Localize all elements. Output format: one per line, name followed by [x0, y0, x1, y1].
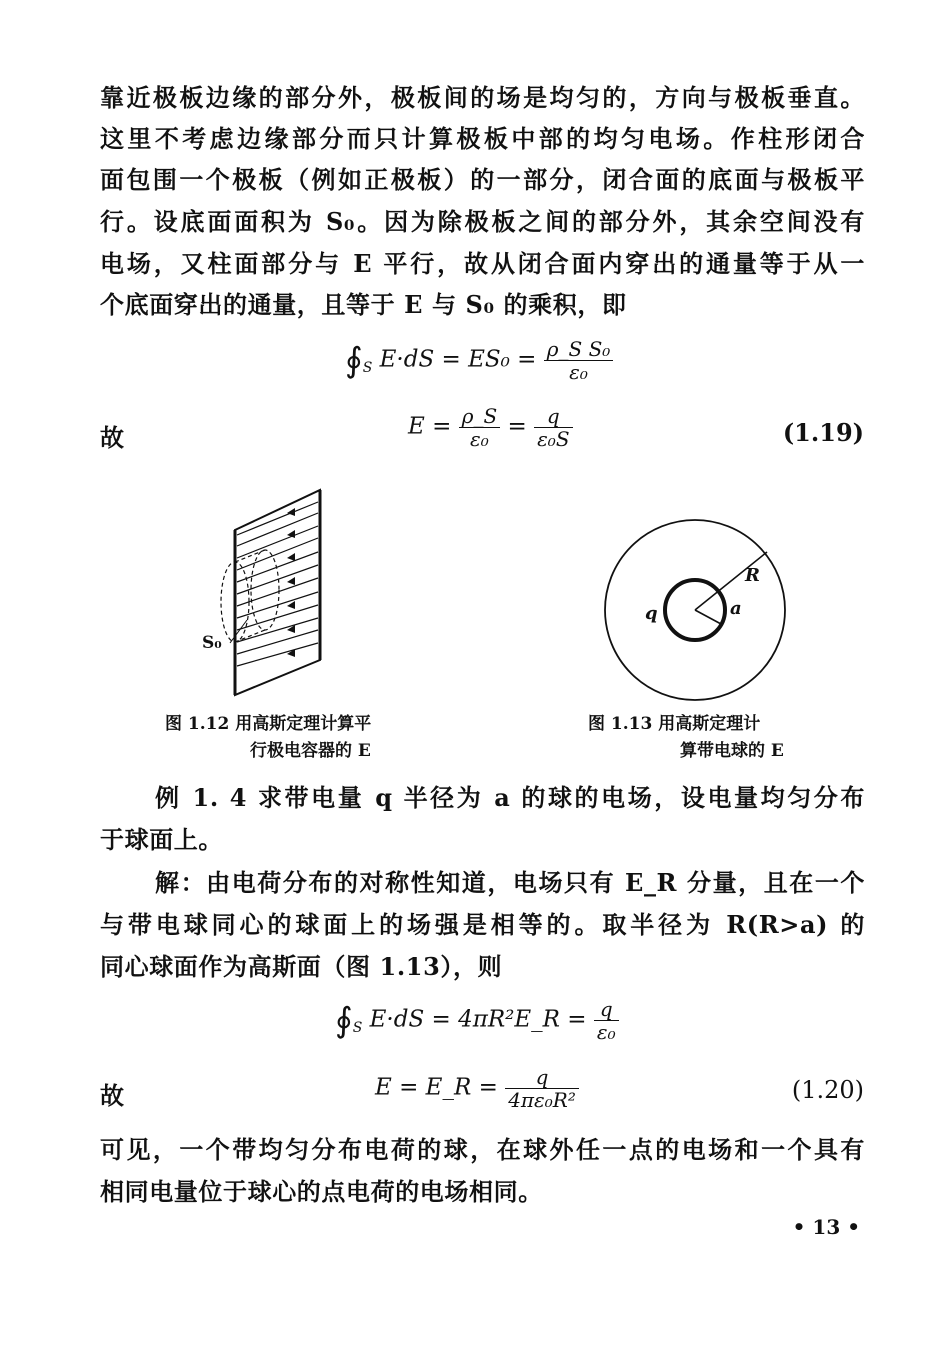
equals-sign: = — [507, 413, 535, 440]
conclusion-line-2: 相同电量位于球心的点电荷的电场相同。 — [100, 1177, 543, 1206]
fraction-denominator: 4πε₀R² — [508, 1088, 576, 1112]
fraction-numerator: q — [534, 405, 572, 428]
radius-R-label: R — [745, 565, 760, 586]
equation-number-1-19: (1.19) — [782, 418, 864, 447]
equation-4-lhs: E = E_R = — [375, 1074, 506, 1101]
equation-3-lhs: E·dS = 4πR²E_R = — [369, 1006, 594, 1033]
fraction-denominator: ε₀ — [569, 360, 588, 384]
integral-sign: ∮ — [345, 340, 363, 381]
figure-1-12-caption-line-1: 图 1.12 用高斯定理计算平 — [165, 714, 372, 734]
paragraph1-line-3: 面包围一个极板（例如正极板）的一部分，闭合面的底面与极板平 — [100, 165, 865, 194]
fraction-numerator: ρ_S — [459, 405, 500, 428]
fraction-numerator: q — [594, 998, 619, 1021]
equation-3 — [335, 998, 619, 1043]
paragraph1-line-4: 行。设底面面积为 S₀。因为除极板之间的部分外，其余空间没有 — [100, 207, 865, 236]
paragraph1-line-6: 个底面穿出的通量，且等于 E 与 S₀ 的乘积，即 — [100, 290, 627, 319]
surface-s0-label: S₀ — [202, 633, 222, 653]
figure-1-12-caption-line-2: 行极电容器的 E — [250, 741, 371, 761]
equation-2-lhs: E = — [408, 413, 459, 440]
fraction-numerator: q — [505, 1066, 579, 1089]
equation-2-label: 故 — [100, 423, 124, 452]
equation-4-label: 故 — [100, 1081, 124, 1110]
figure-1-13-caption-line-1: 图 1.13 用高斯定理计 — [588, 714, 761, 734]
paragraph1-line-5: 电场，又柱面部分与 E 平行，故从闭合面内穿出的通量等于从一 — [100, 249, 865, 278]
fraction-numerator: ρ_S S₀ — [544, 338, 614, 361]
equation-1-lhs: E·dS = ES₀ = — [379, 346, 544, 373]
fraction-denominator: ε₀ — [596, 1020, 616, 1044]
equation-2-fraction-2 — [534, 405, 572, 450]
equation-1 — [345, 338, 613, 383]
figure-1-12-capacitor — [195, 480, 355, 700]
equation-number-1-20: (1.20) — [791, 1076, 864, 1104]
example-line-1: 例 1. 4 求带电量 q 半径为 a 的球的电场，设电量均匀分布 — [155, 783, 865, 812]
integral-sign: ∮ — [335, 1000, 353, 1041]
conclusion-line-1: 可见，一个带均匀分布电荷的球，在球外任一点的电场和一个具有 — [100, 1135, 865, 1164]
fraction-denominator: ε₀ — [470, 427, 489, 451]
solution-line-1: 解：由电荷分布的对称性知道，电场只有 E_R 分量，且在一个 — [155, 868, 865, 897]
equation-2-fraction-1 — [459, 405, 500, 450]
equation-4 — [375, 1066, 579, 1111]
figure-1-13-caption-line-2: 算带电球的 E — [680, 741, 784, 761]
figure-1-13-sphere — [595, 510, 795, 710]
equation-2 — [408, 405, 573, 450]
integral-subscript: S — [362, 360, 373, 377]
solution-line-2: 与带电球同心的球面上的场强是相等的。取半径为 R(R>a) 的 — [100, 910, 865, 939]
integral-subscript: S — [352, 1020, 363, 1037]
paragraph1-line-1: 靠近极板边缘的部分外，极板间的场是均匀的，方向与极板垂直。 — [100, 83, 865, 112]
fraction-denominator: ε₀S — [537, 427, 570, 451]
radius-a-label: a — [730, 598, 742, 619]
paragraph1-line-2: 这里不考虑边缘部分而只计算极板中部的均匀电场。作柱形闭合 — [100, 124, 865, 153]
equation-4-fraction — [505, 1066, 579, 1111]
charge-q-label: q — [645, 603, 658, 624]
equation-1-fraction — [544, 338, 614, 383]
equation-3-fraction — [594, 998, 619, 1043]
example-line-2: 于球面上。 — [100, 825, 223, 854]
page-number: • 13 • — [792, 1215, 860, 1239]
solution-line-3: 同心球面作为高斯面（图 1.13），则 — [100, 952, 503, 981]
